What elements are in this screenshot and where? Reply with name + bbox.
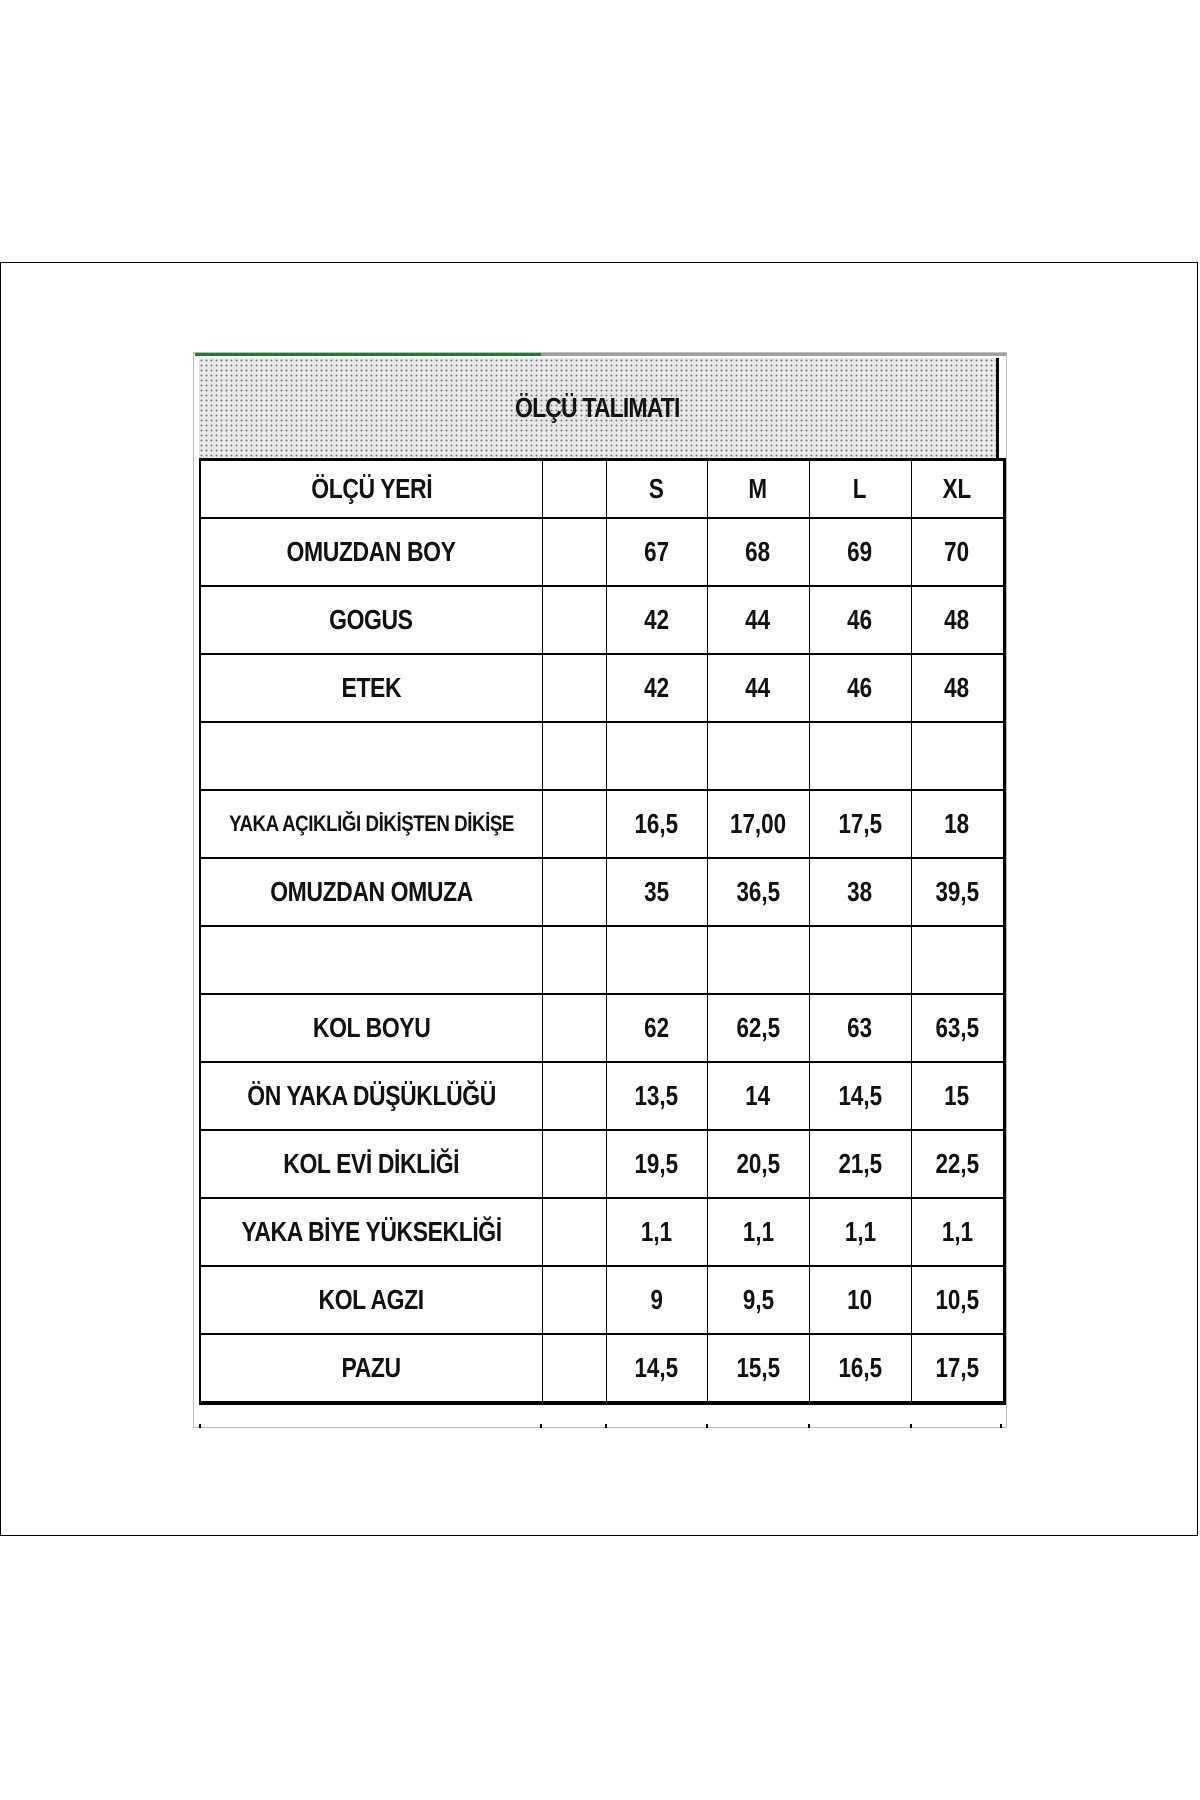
tail-tick: [1000, 1424, 1002, 1428]
value-cell-xl: 18: [911, 790, 1004, 858]
table-bottom-tail: [199, 1424, 1003, 1428]
table-row: [200, 994, 1004, 1062]
table-row: [200, 858, 1004, 926]
value-cell-m: 9,5: [707, 1266, 809, 1334]
value-cell-xl: 70: [911, 518, 1004, 586]
blank-cell: [542, 1198, 606, 1266]
title-cell: [199, 358, 999, 458]
value-cell-l: 46: [809, 586, 911, 654]
value-cell-l: 1,1: [809, 1198, 911, 1266]
header-size-s: S: [606, 460, 707, 519]
tail-tick: [540, 1424, 542, 1428]
value-cell-m: [707, 722, 809, 790]
value-cell-m: 17,00: [707, 790, 809, 858]
value-cell-l: [809, 722, 911, 790]
header-size-xl: XL: [911, 460, 1004, 519]
measurement-name-cell: [200, 722, 542, 790]
value-cell-s: 1,1: [606, 1198, 707, 1266]
table-row: [200, 1266, 1004, 1334]
tail-tick: [808, 1424, 810, 1428]
tail-tick: [199, 1424, 201, 1428]
value-cell-m: [707, 926, 809, 994]
value-cell-m: 44: [707, 654, 809, 722]
table-row: [200, 1334, 1004, 1403]
value-cell-xl: 48: [911, 586, 1004, 654]
blank-cell: [542, 790, 606, 858]
table-row: [200, 518, 1004, 586]
measurement-name-cell: KOL EVİ DİKLİĞİ: [200, 1130, 542, 1198]
measurement-name-cell: ETEK: [200, 654, 542, 722]
value-cell-s: 42: [606, 586, 707, 654]
header-row: [200, 460, 1004, 519]
header-size-l: L: [809, 460, 911, 519]
blank-cell: [542, 654, 606, 722]
value-cell-l: [809, 926, 911, 994]
header-blank-cell: [542, 460, 606, 519]
value-cell-xl: 17,5: [911, 1334, 1004, 1403]
measurement-name-cell: [200, 926, 542, 994]
table-row: [200, 586, 1004, 654]
blank-cell: [542, 994, 606, 1062]
value-cell-m: 36,5: [707, 858, 809, 926]
value-cell-s: 9: [606, 1266, 707, 1334]
blank-cell: [542, 1266, 606, 1334]
empty-row: [200, 926, 1004, 994]
table-row: [200, 1130, 1004, 1198]
value-cell-xl: 39,5: [911, 858, 1004, 926]
measurement-name-cell: ÖN YAKA DÜŞÜKLÜĞÜ: [200, 1062, 542, 1130]
measurement-name-cell: OMUZDAN BOY: [200, 518, 542, 586]
measurement-name-cell: YAKA AÇIKLIĞI DİKİŞTEN DİKİŞE: [200, 790, 542, 858]
blank-cell: [542, 586, 606, 654]
tail-tick: [605, 1424, 607, 1428]
header-size-m: M: [707, 460, 809, 519]
value-cell-s: 62: [606, 994, 707, 1062]
blank-cell: [542, 518, 606, 586]
value-cell-m: 14: [707, 1062, 809, 1130]
value-cell-xl: 22,5: [911, 1130, 1004, 1198]
table-row: [200, 1198, 1004, 1266]
value-cell-s: [606, 722, 707, 790]
value-cell-xl: [911, 926, 1004, 994]
value-cell-m: 68: [707, 518, 809, 586]
table-row: [200, 654, 1004, 722]
table-row: [200, 1062, 1004, 1130]
tail-tick: [910, 1424, 912, 1428]
value-cell-l: 63: [809, 994, 911, 1062]
measurement-name-cell: GOGUS: [200, 586, 542, 654]
blank-cell: [542, 858, 606, 926]
value-cell-s: [606, 926, 707, 994]
value-cell-s: 35: [606, 858, 707, 926]
value-cell-m: 44: [707, 586, 809, 654]
empty-row: [200, 722, 1004, 790]
value-cell-l: 69: [809, 518, 911, 586]
blank-cell: [542, 926, 606, 994]
value-cell-l: 46: [809, 654, 911, 722]
value-cell-s: 16,5: [606, 790, 707, 858]
value-cell-m: 62,5: [707, 994, 809, 1062]
value-cell-xl: 48: [911, 654, 1004, 722]
value-cell-s: 13,5: [606, 1062, 707, 1130]
measurement-name-cell: KOL AGZI: [200, 1266, 542, 1334]
value-cell-l: 17,5: [809, 790, 911, 858]
blank-cell: [542, 1334, 606, 1403]
value-cell-l: 38: [809, 858, 911, 926]
value-cell-l: 21,5: [809, 1130, 911, 1198]
value-cell-l: 16,5: [809, 1334, 911, 1403]
value-cell-m: 1,1: [707, 1198, 809, 1266]
size-chart-table: [199, 458, 1006, 1405]
value-cell-s: 67: [606, 518, 707, 586]
column-header-edge: [541, 353, 1006, 356]
table-row: [200, 790, 1004, 858]
size-chart-title: ÖLÇÜ TALIMATI: [515, 392, 680, 423]
value-cell-m: 20,5: [707, 1130, 809, 1198]
value-cell-s: 14,5: [606, 1334, 707, 1403]
header-measurement-label: ÖLÇÜ YERİ: [310, 473, 432, 504]
measurement-name-cell: KOL BOYU: [200, 994, 542, 1062]
value-cell-xl: 15: [911, 1062, 1004, 1130]
tail-tick: [706, 1424, 708, 1428]
blank-cell: [542, 722, 606, 790]
value-cell-l: 10: [809, 1266, 911, 1334]
measurement-name-cell: YAKA BİYE YÜKSEKLİĞİ: [200, 1198, 542, 1266]
blank-cell: [542, 1130, 606, 1198]
value-cell-m: 15,5: [707, 1334, 809, 1403]
value-cell-xl: 10,5: [911, 1266, 1004, 1334]
blank-cell: [542, 1062, 606, 1130]
value-cell-xl: 63,5: [911, 994, 1004, 1062]
header-measurement-cell: [200, 460, 542, 519]
value-cell-xl: 1,1: [911, 1198, 1004, 1266]
value-cell-s: 42: [606, 654, 707, 722]
value-cell-xl: [911, 722, 1004, 790]
measurement-name-cell: PAZU: [200, 1334, 542, 1403]
selected-cell-accent: [195, 353, 541, 356]
value-cell-s: 19,5: [606, 1130, 707, 1198]
value-cell-l: 14,5: [809, 1062, 911, 1130]
measurement-name-cell: OMUZDAN OMUZA: [200, 858, 542, 926]
